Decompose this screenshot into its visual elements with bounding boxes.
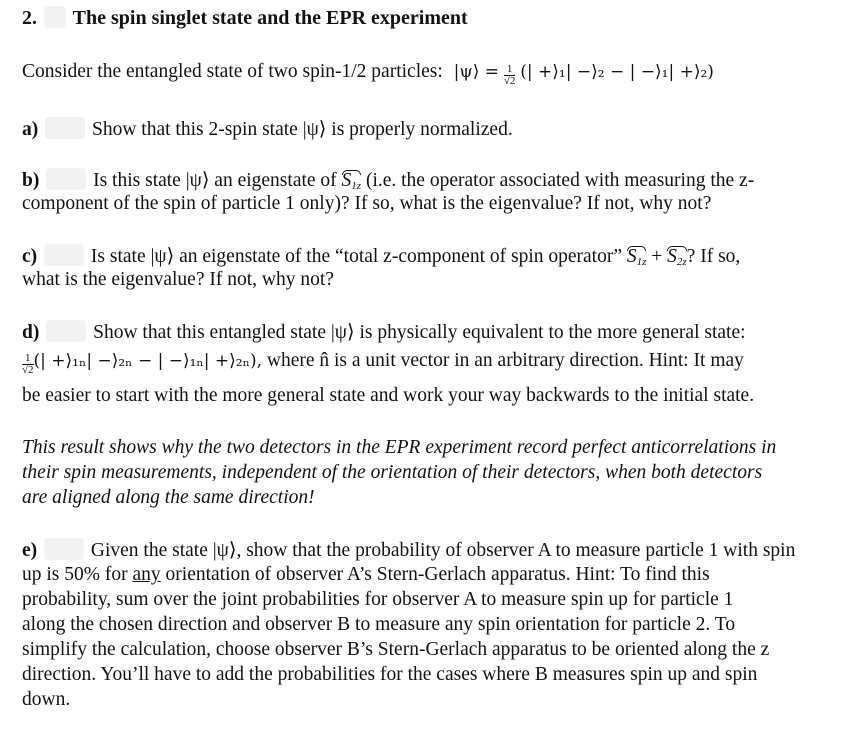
fraction-denominator: √2 <box>503 75 516 87</box>
part-a-label: a) <box>22 119 39 140</box>
part-e-line1 <box>22 538 795 563</box>
part-e-text: Given the state |ψ⟩, show that the probability of observer A to measure particle 1 with spin <box>90 540 796 561</box>
part-e-line2: up is 50% for any orientation of observer A’s Stern-Gerlach apparatus. Hint: To find this <box>22 564 710 585</box>
plus-sign: + <box>646 246 668 267</box>
redaction-mark <box>44 6 66 28</box>
part-b-label: b) <box>22 170 40 191</box>
problem-title: The spin singlet state and the EPR experiment <box>72 7 468 29</box>
general-state: (| +⟩₁ₙ| −⟩₂ₙ − | −⟩₁ₙ| +⟩₂ₙ), <box>33 351 262 371</box>
redaction-mark <box>44 244 84 266</box>
problem-number: 2. <box>22 7 37 29</box>
redaction-mark <box>45 117 85 139</box>
operator-s1z: $S_{1z}$ <box>342 169 362 198</box>
part-a <box>22 117 513 142</box>
state-fraction <box>504 64 516 87</box>
part-d-text: Show that this entangled state |ψ⟩ is physically equivalent to the more general state: <box>93 322 746 343</box>
part-b-line2: component of the spin of particle 1 only)? If so, what is the eigenvalue? If not, why not? <box>22 193 712 214</box>
state-rhs: (| +⟩₁| −⟩₂ − | −⟩₁| +⟩₂) <box>520 62 714 82</box>
part-d-line1 <box>22 320 746 345</box>
part-b-text-pre: Is this state |ψ⟩ an eigenstate of <box>93 170 342 191</box>
note-line3: are aligned along the same direction! <box>22 487 315 508</box>
part-b-text-post: (i.e. the operator associated with measuring the z- <box>361 170 755 191</box>
intro-line <box>22 60 714 87</box>
part-e-label: e) <box>22 540 38 561</box>
redaction-mark <box>46 168 86 190</box>
part-e-line5: simplify the calculation, choose observer B’s Stern-Gerlach apparatus to be oriented along the z <box>22 639 770 660</box>
operator-s1z: $S_{1z}$ <box>627 245 647 274</box>
part-e-line3: probability, sum over the joint probabilities for observer A to measure spin up for particle 1 <box>22 589 734 610</box>
part-e-line4: along the chosen direction and observer B to measure any spin orientation for particle 2. To <box>22 614 736 635</box>
part-a-text: Show that this 2-spin state |ψ⟩ is properly normalized. <box>92 119 513 140</box>
state-lhs: |ψ⟩ = <box>453 62 499 82</box>
part-d-line3: be easier to start with the more general state and work your way backwards to the initial state. <box>22 385 755 406</box>
part-e-line7: down. <box>22 689 71 710</box>
note-line2: their spin measurements, independent of the orientation of their detectors, when both detectors <box>22 462 763 483</box>
problem-heading <box>22 6 468 30</box>
note-line1: This result shows why the two detectors in the EPR experiment record perfect anticorrelations in <box>22 437 777 458</box>
operator-s2z: $S_{2z}$ <box>667 245 687 274</box>
part-c-text-pre: Is state |ψ⟩ an eigenstate of the “total z-component of spin operator” <box>90 246 627 267</box>
part-c-label: c) <box>22 246 38 267</box>
part-e-line6: direction. You’ll have to add the probabilities for the cases where B measures spin up and spin <box>22 664 758 685</box>
redaction-mark <box>44 538 84 560</box>
part-d-line2 <box>22 349 744 376</box>
fraction-numerator: 1 <box>504 64 516 76</box>
underlined-any: any <box>132 564 161 585</box>
part-c-line2: what is the eigenvalue? If not, why not? <box>22 269 334 290</box>
part-d-line2-text: where n̂ is a unit vector in an arbitrary direction. Hint: It may <box>261 350 744 371</box>
general-state-fraction: $\frac{1}{√2}$ <box>22 352 34 376</box>
part-d-label: d) <box>22 322 40 343</box>
redaction-mark <box>46 320 86 342</box>
intro-text: Consider the entangled state of two spin-1/2 particles: <box>22 61 443 82</box>
part-c-text-post: ? If so, <box>686 246 741 267</box>
